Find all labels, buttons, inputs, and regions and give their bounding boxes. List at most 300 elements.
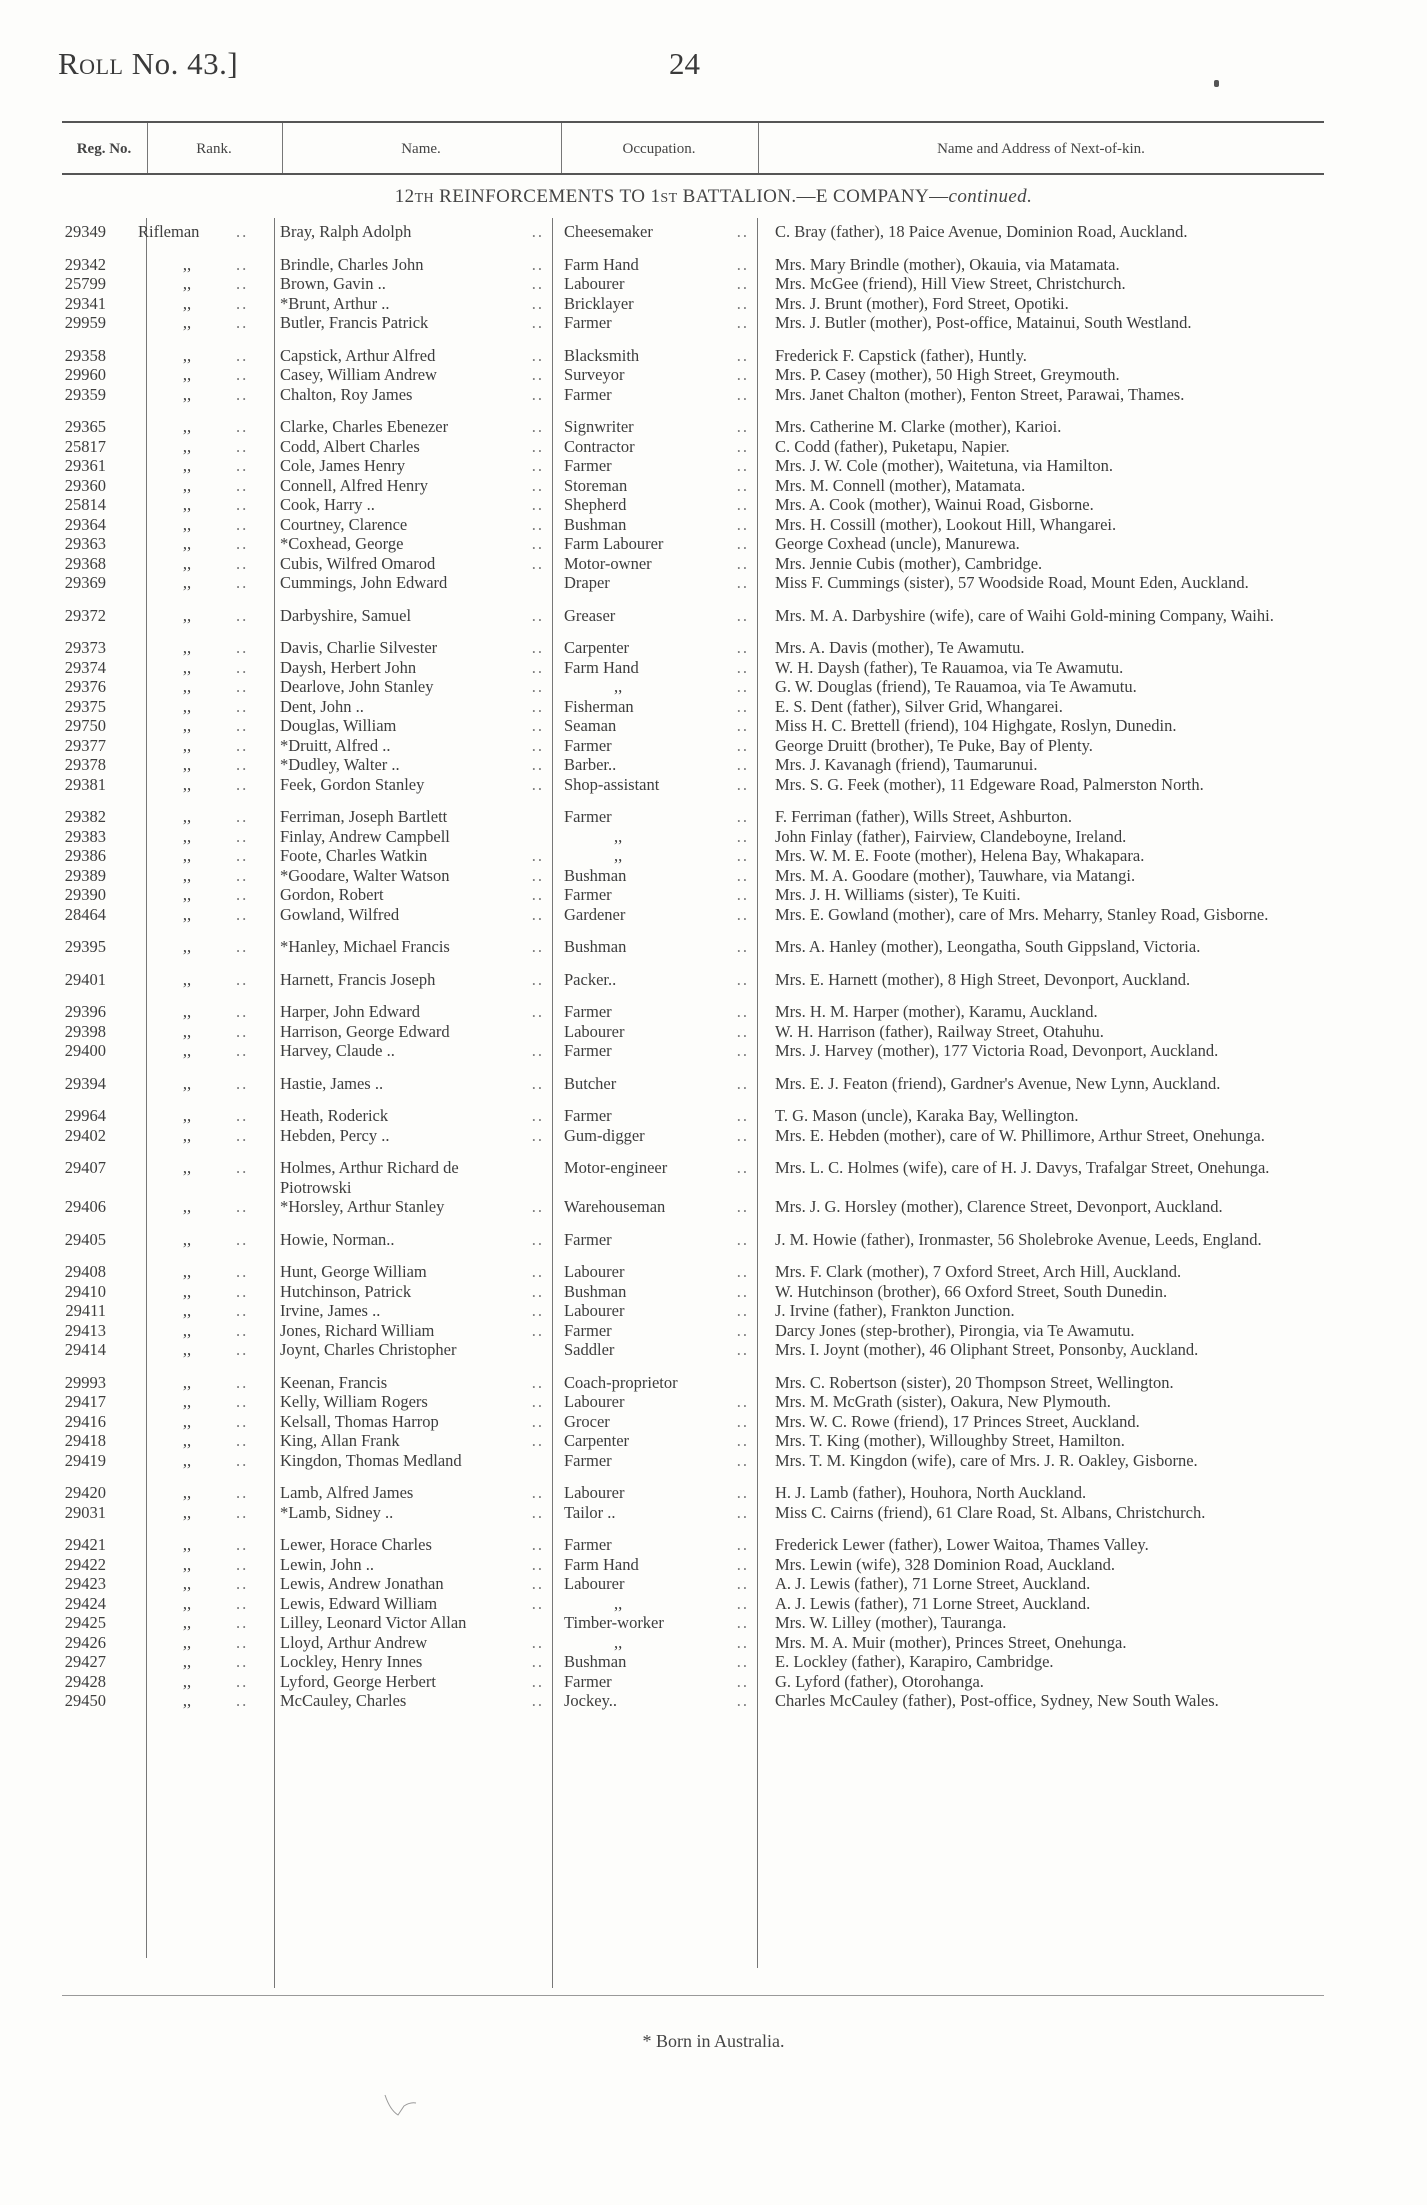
reg-number: 29414 <box>64 1340 106 1359</box>
dot-leader: .. <box>531 1073 544 1093</box>
dot-leader: .. <box>736 534 749 553</box>
next-of-kin-cell <box>757 970 1347 990</box>
dot-leader: .. <box>236 1125 249 1145</box>
dot-leader: .. <box>736 1041 749 1060</box>
reg-number: 29378 <box>64 755 106 774</box>
soldier-name: King, Allan Frank <box>280 1431 400 1450</box>
name-cell <box>274 1197 552 1217</box>
soldier-name: Hutchinson, Patrick <box>280 1281 412 1301</box>
table-row <box>0 1002 1427 1022</box>
rank-cell <box>124 1321 274 1341</box>
occupation-cell <box>552 1074 757 1094</box>
occupation-cell <box>552 1158 757 1197</box>
dot-leader: .. <box>236 846 249 865</box>
rank: ,, <box>182 1502 192 1522</box>
occupation-cell <box>552 294 757 314</box>
next-of-kin-cell <box>757 807 1347 827</box>
next-of-kin-cell <box>757 1594 1347 1614</box>
roll-number: No. 43.] <box>131 46 239 81</box>
dot-leader: .. <box>236 657 249 677</box>
rank-cell <box>124 1158 274 1197</box>
occupation: ,, <box>614 677 623 696</box>
dot-leader: .. <box>531 1125 544 1145</box>
name-cell <box>274 274 552 294</box>
pencil-mark <box>380 2090 440 2130</box>
next-of-kin: Mrs. Mary Brindle (mother), Okauia, via Matamata. <box>775 254 1120 274</box>
rank: ,, <box>182 1450 192 1470</box>
occupation-cell <box>552 1652 757 1672</box>
soldier-name: Jones, Richard William <box>280 1320 435 1340</box>
table-row <box>0 1412 1427 1432</box>
next-of-kin: Mrs. T. King (mother), Willoughby Street, Hamilton. <box>775 1431 1125 1450</box>
next-of-kin: Mrs. J. Brunt (mother), Ford Street, Opotiki. <box>775 293 1069 313</box>
table-row <box>0 937 1427 957</box>
dot-leader: .. <box>531 313 544 332</box>
soldier-name: Brindle, Charles John <box>280 254 424 274</box>
next-of-kin-cell <box>757 346 1347 366</box>
rank-cell <box>124 827 274 847</box>
reg-number: 29382 <box>64 807 106 826</box>
occupation: Storeman <box>564 475 628 495</box>
next-of-kin-cell <box>757 437 1347 457</box>
table-row <box>0 1041 1427 1061</box>
dot-leader: .. <box>236 1613 249 1632</box>
name-cell <box>274 222 552 242</box>
occupation: Blacksmith <box>564 345 640 365</box>
reg-number: 29411 <box>65 1301 106 1320</box>
table-row <box>0 1594 1427 1614</box>
soldier-name: Hastie, James .. <box>280 1073 384 1093</box>
soldier-name: Gowland, Wilfred <box>280 904 400 924</box>
reg-number: 29405 <box>64 1229 106 1249</box>
rank: ,, <box>182 638 192 657</box>
dot-leader: .. <box>531 605 544 625</box>
occupation: Farmer <box>564 1106 612 1125</box>
dot-leader: .. <box>236 1372 249 1392</box>
section-title-part: TH <box>414 191 435 206</box>
reg-number: 29424 <box>64 1593 106 1613</box>
rank-cell <box>124 1594 274 1614</box>
name-cell <box>274 1574 552 1594</box>
occupation: Bushman <box>564 1281 627 1301</box>
name-cell <box>274 677 552 697</box>
rank: ,, <box>182 384 192 404</box>
dot-leader: .. <box>736 365 749 384</box>
rank: ,, <box>182 885 192 904</box>
dot-leader: .. <box>236 1652 249 1671</box>
occupation: Barber.. <box>564 755 617 774</box>
dot-leader: .. <box>531 456 544 475</box>
dot-leader: .. <box>736 605 749 625</box>
dot-leader: .. <box>531 696 544 716</box>
reg-number: 29365 <box>64 417 106 436</box>
next-of-kin: A. J. Lewis (father), 71 Lorne Street, Auckland. <box>775 1574 1091 1593</box>
occupation: Seaman <box>564 716 617 735</box>
dot-leader: .. <box>531 365 544 384</box>
rank-cell <box>124 222 274 242</box>
next-of-kin: Mrs. M. McGrath (sister), Oakura, New Plymouth. <box>775 1392 1111 1411</box>
ink-speck <box>1214 80 1219 87</box>
soldier-name: Ferriman, Joseph Bartlett <box>280 807 448 826</box>
name-cell <box>274 1340 552 1360</box>
table-row <box>0 1373 1427 1393</box>
reg-number: 29428 <box>64 1671 106 1691</box>
rank: ,, <box>182 573 192 592</box>
name-cell <box>274 255 552 275</box>
rank-cell <box>124 274 274 294</box>
soldier-name: Lewin, John .. <box>280 1554 374 1574</box>
soldier-name: Cummings, John Edward <box>280 573 448 592</box>
table-row <box>0 1106 1427 1126</box>
soldier-name: Courtney, Clarence <box>280 514 408 534</box>
occupation-cell <box>552 755 757 775</box>
occupation: Tailor .. <box>564 1502 616 1522</box>
table-row <box>0 1555 1427 1575</box>
next-of-kin-cell <box>757 638 1347 658</box>
occupation-cell <box>552 1321 757 1341</box>
rank: ,, <box>182 846 192 865</box>
reg-number: 29381 <box>64 774 106 794</box>
occupation-cell <box>552 1282 757 1302</box>
next-of-kin: Mrs. M. Connell (mother), Matamata. <box>775 475 1026 495</box>
rank-cell <box>124 1002 274 1022</box>
table-row <box>0 437 1427 457</box>
next-of-kin-cell <box>757 1197 1347 1217</box>
dot-leader: .. <box>236 254 249 274</box>
next-of-kin-cell <box>757 1002 1347 1022</box>
rank-cell <box>124 755 274 775</box>
soldier-name: Bray, Ralph Adolph <box>280 222 412 241</box>
rank: ,, <box>182 969 192 989</box>
table-row <box>0 255 1427 275</box>
name-cell <box>274 1535 552 1555</box>
table-row <box>0 274 1427 294</box>
dot-leader: .. <box>531 1502 544 1522</box>
reg-number: 29359 <box>64 384 106 404</box>
dot-leader: .. <box>736 1574 749 1593</box>
dot-leader: .. <box>236 1197 249 1216</box>
dot-leader: .. <box>531 1593 544 1613</box>
dot-leader: .. <box>736 573 749 592</box>
dot-leader: .. <box>531 774 544 794</box>
reg-number: 29361 <box>64 456 106 475</box>
table-row <box>0 775 1427 795</box>
dot-leader: .. <box>531 495 544 514</box>
rank-cell <box>124 495 274 515</box>
dot-leader: .. <box>531 475 544 495</box>
dot-leader: .. <box>736 969 749 989</box>
reg-number: 29450 <box>64 1691 106 1710</box>
occupation: Farmer <box>564 885 612 904</box>
reg-number: 29750 <box>64 716 106 735</box>
table-row <box>0 1126 1427 1146</box>
soldier-name: Lloyd, Arthur Andrew <box>280 1632 428 1652</box>
reg-number: 29425 <box>64 1613 106 1632</box>
rank-cell <box>124 573 274 593</box>
dot-leader: .. <box>736 774 749 794</box>
rank: ,, <box>182 677 192 696</box>
table-row <box>0 515 1427 535</box>
name-cell <box>274 697 552 717</box>
occupation-cell <box>552 606 757 626</box>
occupation-cell <box>552 495 757 515</box>
occupation: Farmer <box>564 1535 612 1554</box>
dot-leader: .. <box>736 885 749 904</box>
rank: ,, <box>182 716 192 735</box>
rank: ,, <box>182 1535 192 1554</box>
header-divider <box>561 123 562 173</box>
table-row <box>0 1282 1427 1302</box>
next-of-kin-cell <box>757 1022 1347 1042</box>
table-row <box>0 827 1427 847</box>
reg-number: 29390 <box>64 885 106 904</box>
reg-number: 29407 <box>64 1158 106 1177</box>
occupation-cell <box>552 476 757 496</box>
table-row <box>0 495 1427 515</box>
occupation-cell <box>552 1633 757 1653</box>
occupation-cell <box>552 437 757 457</box>
name-cell <box>274 1503 552 1523</box>
soldier-name: Harvey, Claude .. <box>280 1041 395 1060</box>
table-row <box>0 716 1427 736</box>
dot-leader: .. <box>236 274 249 293</box>
header-top-rule <box>62 121 1324 123</box>
col-reg-no: Reg. No. <box>76 140 132 157</box>
reg-number: 29374 <box>64 657 106 677</box>
table-row <box>0 1451 1427 1471</box>
next-of-kin-cell <box>757 1431 1347 1451</box>
dot-leader: .. <box>736 1411 749 1431</box>
occupation-cell <box>552 1555 757 1575</box>
section-title-part: REINFORCEMENTS TO 1 <box>434 186 661 207</box>
table-row <box>0 1503 1427 1523</box>
rank-cell <box>124 1230 274 1250</box>
dot-leader: .. <box>236 1502 249 1522</box>
dot-leader: .. <box>736 937 749 956</box>
next-of-kin: C. Codd (father), Puketapu, Napier. <box>775 436 1010 456</box>
reg-number: 29408 <box>64 1262 106 1281</box>
occupation-cell <box>552 534 757 554</box>
occupation: Farmer <box>564 1671 612 1691</box>
dot-leader: .. <box>736 436 749 456</box>
next-of-kin: Mrs. W. C. Rowe (friend), 17 Princes Street, Auckland. <box>775 1411 1140 1431</box>
reg-number: 29402 <box>64 1125 106 1145</box>
rank: ,, <box>182 1411 192 1431</box>
rank: ,, <box>182 345 192 365</box>
rank-cell <box>124 1672 274 1692</box>
dot-leader: .. <box>236 1671 249 1691</box>
next-of-kin: Darcy Jones (step-brother), Pirongia, via Te Awamutu. <box>775 1320 1135 1340</box>
dot-leader: .. <box>736 456 749 475</box>
rank: ,, <box>182 293 192 313</box>
dot-leader: .. <box>236 534 249 553</box>
occupation: Labourer <box>564 274 625 293</box>
occupation-cell <box>552 846 757 866</box>
rank-cell <box>124 1431 274 1451</box>
next-of-kin-cell <box>757 274 1347 294</box>
name-cell <box>274 1321 552 1341</box>
dot-leader: .. <box>531 384 544 404</box>
next-of-kin-cell <box>757 716 1347 736</box>
next-of-kin: Mrs. J. Kavanagh (friend), Taumarunui. <box>775 755 1038 774</box>
rank-cell <box>124 385 274 405</box>
reg-number: 29427 <box>64 1652 106 1671</box>
name-cell <box>274 1126 552 1146</box>
rank: ,, <box>182 534 192 553</box>
occupation: Butcher <box>564 1073 617 1093</box>
reg-number: 29422 <box>64 1554 106 1574</box>
dot-leader: .. <box>736 1125 749 1145</box>
dot-leader: .. <box>236 514 249 534</box>
name-cell <box>274 365 552 385</box>
name-cell <box>274 437 552 457</box>
soldier-name: *Coxhead, George <box>280 534 404 553</box>
soldier-name: Lewis, Andrew Jonathan <box>280 1574 444 1593</box>
reg-number: 29342 <box>64 254 106 274</box>
occupation: Surveyor <box>564 365 625 384</box>
table-row <box>0 1074 1427 1094</box>
dot-leader: .. <box>736 638 749 657</box>
next-of-kin: J. M. Howie (father), Ironmaster, 56 Sholebroke Avenue, Leeds, England. <box>775 1229 1262 1249</box>
dot-leader: .. <box>736 293 749 313</box>
occupation: Farm Hand <box>564 1554 639 1574</box>
rank-cell <box>124 1613 274 1633</box>
rank: ,, <box>182 1041 192 1060</box>
dot-leader: .. <box>736 865 749 885</box>
rank: ,, <box>182 495 192 514</box>
reg-number: 29960 <box>64 365 106 384</box>
occupation-cell <box>552 365 757 385</box>
next-of-kin-cell <box>757 1158 1347 1197</box>
reg-number: 29394 <box>64 1073 106 1093</box>
next-of-kin: Mrs. I. Joynt (mother), 46 Oliphant Street, Ponsonby, Auckland. <box>775 1340 1199 1359</box>
soldier-name: Casey, William Andrew <box>280 365 437 384</box>
rank: ,, <box>182 1340 192 1359</box>
table-row <box>0 1321 1427 1341</box>
reg-number: 29386 <box>64 846 106 865</box>
next-of-kin: Mrs. McGee (friend), Hill View Street, Christchurch. <box>775 274 1126 293</box>
dot-leader: .. <box>236 436 249 456</box>
name-cell <box>274 417 552 437</box>
occupation-cell <box>552 1483 757 1503</box>
rank-cell <box>124 937 274 957</box>
next-of-kin: Mrs. H. M. Harper (mother), Karamu, Auckland. <box>775 1002 1098 1021</box>
dot-leader: .. <box>531 1320 544 1340</box>
rank: ,, <box>182 1372 192 1392</box>
next-of-kin-cell <box>757 1230 1347 1250</box>
occupation: Cheesemaker <box>564 222 653 241</box>
dot-leader: .. <box>531 755 544 774</box>
dot-leader: .. <box>236 313 249 332</box>
soldier-name: Harper, John Edward <box>280 1002 421 1021</box>
reg-number: 29418 <box>64 1431 106 1450</box>
next-of-kin-cell <box>757 1262 1347 1282</box>
occupation: Signwriter <box>564 417 634 436</box>
dot-leader: .. <box>236 696 249 716</box>
table-row <box>0 456 1427 476</box>
rank: ,, <box>182 1632 192 1652</box>
name-cell <box>274 1672 552 1692</box>
dot-leader: .. <box>236 456 249 475</box>
name-cell <box>274 1282 552 1302</box>
rank-cell <box>124 1282 274 1302</box>
occupation-cell <box>552 1535 757 1555</box>
reg-number: 28464 <box>64 904 106 924</box>
next-of-kin-cell <box>757 866 1347 886</box>
soldier-name: Finlay, Andrew Campbell <box>280 826 450 846</box>
dot-leader: .. <box>236 293 249 313</box>
occupation-cell <box>552 1022 757 1042</box>
dot-leader: .. <box>531 1671 544 1691</box>
occupation-cell <box>552 905 757 925</box>
dot-leader: .. <box>236 1554 249 1574</box>
name-cell <box>274 294 552 314</box>
rank: ,, <box>182 1158 192 1177</box>
rank-cell <box>124 658 274 678</box>
name-cell <box>274 1412 552 1432</box>
next-of-kin-cell <box>757 1340 1347 1360</box>
dot-leader: .. <box>736 1671 749 1691</box>
occupation: Farmer <box>564 456 612 475</box>
next-of-kin-cell <box>757 1373 1347 1393</box>
table-row <box>0 1691 1427 1711</box>
occupation: Saddler <box>564 1340 615 1359</box>
rank-cell <box>124 313 274 333</box>
occupation-cell <box>552 1412 757 1432</box>
name-cell <box>274 827 552 847</box>
rank: ,, <box>182 254 192 274</box>
dot-leader: .. <box>236 417 249 436</box>
rank-cell <box>124 1503 274 1523</box>
reg-number: 29369 <box>64 573 106 592</box>
soldier-name: Lewer, Horace Charles <box>280 1535 432 1554</box>
occupation-cell <box>552 554 757 574</box>
dot-leader: .. <box>736 1301 749 1320</box>
occupation-cell <box>552 1691 757 1711</box>
next-of-kin-cell <box>757 677 1347 697</box>
next-of-kin: Mrs. Lewin (wife), 328 Dominion Road, Auckland. <box>775 1554 1116 1574</box>
rank: ,, <box>182 1281 192 1301</box>
next-of-kin-cell <box>757 736 1347 756</box>
rank: ,, <box>182 865 192 885</box>
occupation-cell <box>552 638 757 658</box>
occupation-cell <box>552 697 757 717</box>
next-of-kin-cell <box>757 554 1347 574</box>
dot-leader: .. <box>736 826 749 846</box>
soldier-name: Lyford, George Herbert <box>280 1671 436 1691</box>
occupation: ,, <box>614 846 623 865</box>
dot-leader: .. <box>736 417 749 436</box>
name-cell <box>274 1041 552 1061</box>
reg-number: 29349 <box>64 222 106 241</box>
dot-leader: .. <box>531 1652 544 1671</box>
next-of-kin-cell <box>757 755 1347 775</box>
soldier-name: Douglas, William <box>280 716 397 735</box>
dot-leader: .. <box>236 345 249 365</box>
dot-leader: .. <box>531 222 544 241</box>
dot-leader: .. <box>531 937 544 956</box>
next-of-kin: G. Lyford (father), Otorohanga. <box>775 1671 984 1691</box>
table-row <box>0 1022 1427 1042</box>
occupation-cell <box>552 1503 757 1523</box>
rank: ,, <box>182 1554 192 1574</box>
occupation-cell <box>552 1613 757 1633</box>
section-title-part: BATTALION.—E COMPANY— <box>677 186 949 207</box>
occupation: Shop-assistant <box>564 774 660 794</box>
next-of-kin: A. J. Lewis (father), 71 Lorne Street, Auckland. <box>775 1593 1091 1613</box>
next-of-kin-cell <box>757 294 1347 314</box>
dot-leader: .. <box>531 1431 544 1450</box>
